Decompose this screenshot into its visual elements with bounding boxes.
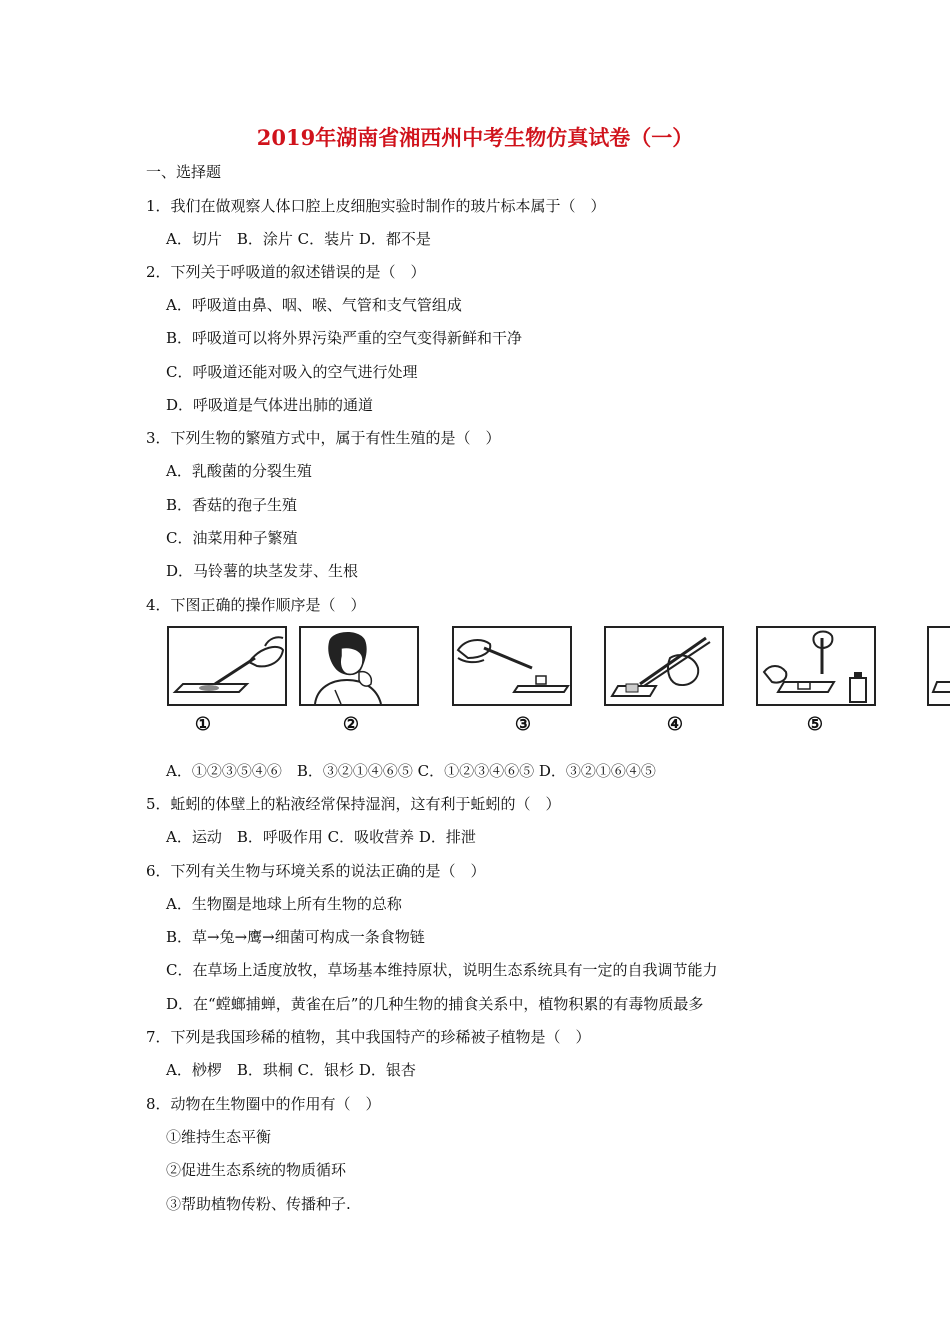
question-6-option-d: D．在“螳螂捕蝉，黄雀在后”的几种生物的捕食关系中，植物积累的有毒物质最多 — [166, 995, 704, 1013]
question-1-options: A．切片 B．涂片 C．装片 D．都不是 — [166, 230, 431, 248]
section-heading: 一、选择题 — [146, 163, 222, 181]
question-2-option-c: C．呼吸道还能对吸入的空气进行处理 — [166, 363, 418, 381]
question-8-item-3: ③帮助植物传粉、传播种子. — [166, 1195, 351, 1213]
question-3-option-c: C．油菜用种子繁殖 — [166, 529, 298, 547]
procedure-figures — [163, 626, 950, 746]
question-8-stem: 8．动物在生物圈中的作用有（ ） — [146, 1095, 381, 1113]
question-7-stem: 7．下列是我国珍稀的植物，其中我国特产的珍稀被子植物是（ ） — [146, 1028, 591, 1046]
question-1-stem: 1．我们在做观察人体口腔上皮细胞实验时制作的玻片标本属于（ ） — [146, 197, 606, 215]
figure-5-label: ⑤ — [806, 714, 824, 735]
question-2-option-d: D．呼吸道是气体进出肺的通道 — [166, 396, 374, 414]
figure-3-label: ③ — [514, 714, 532, 735]
question-5-stem: 5．蚯蚓的体壁上的粘液经常保持湿润，这有利于蚯蚓的（ ） — [146, 795, 561, 813]
question-6-stem: 6．下列有关生物与环境关系的说法正确的是（ ） — [146, 862, 486, 880]
question-3-stem: 3．下列生物的繁殖方式中，属于有性生殖的是（ ） — [146, 429, 501, 447]
question-4-options: A．①②③⑤④⑥ B．③②①④⑥⑤ C．①②③④⑥⑤ D．③②①⑥④⑤ — [166, 762, 656, 780]
figure-3-dropper-slide — [452, 626, 572, 706]
question-3-option-d: D．马铃薯的块茎发芽、生根 — [166, 562, 359, 580]
question-2-option-a: A．呼吸道由鼻、咽、喉、气管和支气管组成 — [166, 296, 462, 314]
question-3-option-b: B．香菇的孢子生殖 — [166, 496, 298, 514]
figure-4-tweezers-slide — [604, 626, 724, 706]
question-6-option-a: A．生物圈是地球上所有生物的总称 — [166, 895, 402, 913]
figure-4-label: ④ — [666, 714, 684, 735]
figure-1-label: ① — [194, 714, 212, 735]
question-3-option-a: A．乳酸菌的分裂生殖 — [166, 462, 312, 480]
figure-6-partial — [927, 626, 950, 706]
question-4-stem: 4．下图正确的操作顺序是（ ） — [146, 596, 366, 614]
page-title: 2019年湖南省湘西州中考生物仿真试卷（一） — [256, 125, 694, 150]
question-8-item-1: ①维持生态平衡 — [166, 1128, 272, 1146]
figure-2-label: ② — [342, 714, 360, 735]
figure-5-staining — [756, 626, 876, 706]
question-5-options: A．运动 B．呼吸作用 C．吸收营养 D．排泄 — [166, 828, 476, 846]
figure-2-person — [299, 626, 419, 706]
question-2-option-b: B．呼吸道可以将外界污染严重的空气变得新鲜和干净 — [166, 329, 523, 347]
question-8-item-2: ②促进生态系统的物质循环 — [166, 1161, 347, 1179]
figure-1-swab-slide — [167, 626, 287, 706]
question-6-option-c: C．在草场上适度放牧，草场基本维持原状，说明生态系统具有一定的自我调节能力 — [166, 961, 718, 979]
question-2-stem: 2．下列关于呼吸道的叙述错误的是（ ） — [146, 263, 426, 281]
question-7-options: A．桫椤 B．珙桐 C．银杉 D．银杏 — [166, 1061, 416, 1079]
question-6-option-b: B．草→兔→鹰→细菌可构成一条食物链 — [166, 928, 425, 946]
